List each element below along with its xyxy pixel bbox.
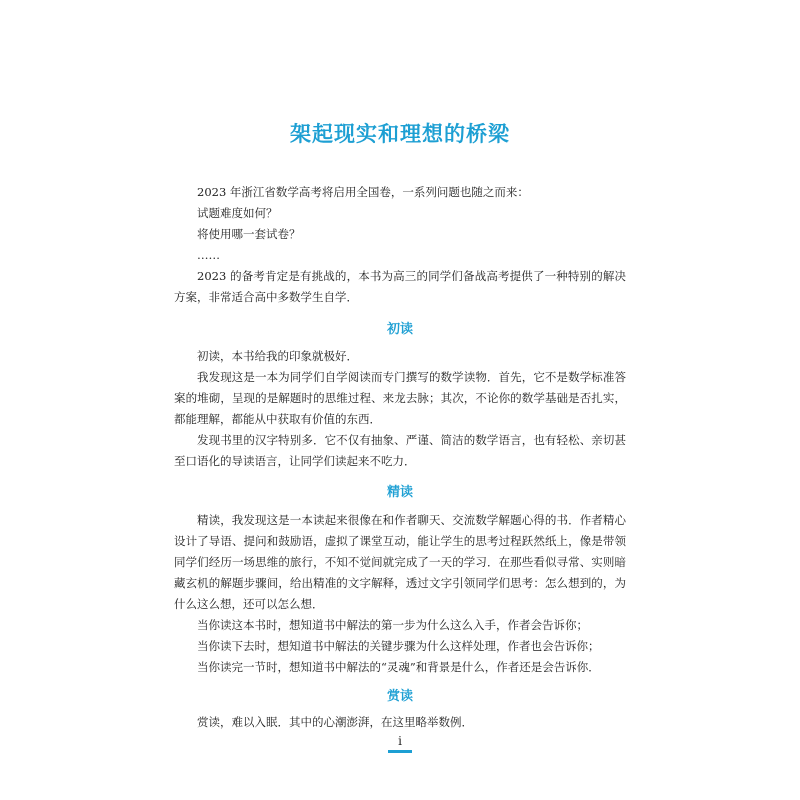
paragraph: 发现书里的汉字特别多．它不仅有抽象、严谨、简洁的数学语言，也有轻松、亲切甚至口语化的导读语言，让同学们读起来不吃力． [174, 433, 626, 468]
paragraph: 当你读这本书时，想知道书中解法的第一步为什么这么入手，作者会告诉你； [197, 618, 588, 632]
section-heading-close-read: 精读 [386, 485, 413, 500]
paragraph: 赏读，难以入眠．其中的心潮澎湃，在这里略举数例． [197, 715, 473, 729]
intro-line: 2023 年浙江省数学高考将启用全国卷，一系列问题也随之而来： [197, 185, 529, 199]
section-heading-first-read: 初读 [386, 322, 413, 337]
paragraph: 初读，本书给我的印象就极好． [197, 349, 358, 363]
page-title: 架起现实和理想的桥梁 [290, 122, 510, 146]
intro-line: 试题难度如何？ [197, 206, 278, 220]
section-close-read-body [174, 510, 626, 678]
section-appreciation-body [174, 712, 626, 733]
intro-line: 将使用哪一套试卷？ [197, 227, 301, 241]
paragraph: 我发现这是一本为同学们自学阅读而专门撰写的数学读物．首先，它不是数学标准答案的堆砌，呈现的是解题时的思维过程、来龙去脉；其次，不论你的数学基础是否扎实，都能理解，都能从中获取有价值的东西． [174, 370, 626, 426]
intro-paragraph: 2023 的备考肯定是有挑战的，本书为高三的同学们备战高考提供了一种特别的解决方案，非常适合高中多数学生自学． [174, 269, 626, 304]
page-number: i [398, 734, 402, 748]
page-number-underline [388, 750, 412, 753]
paragraph: 当你读完一节时，想知道书中解法的“灵魂”和背景是什么，作者还是会告诉你． [197, 660, 600, 674]
paragraph: 精读，我发现这是一本读起来很像在和作者聊天、交流数学解题心得的书．作者精心设计了导语、提问和鼓励语，虚拟了课堂互动，能让学生的思考过程跃然纸上，像是带领同学们经历一场思维的旅行，不知不觉间就完成了一天的学习．在那些看似寻常、实则暗藏玄机的解题步骤间，给出精准的文字解释，透过文字引领同学们思考：怎么想到的，为什么这么想，还可以怎么想． [174, 513, 626, 611]
paragraph: 当你读下去时，想知道书中解法的关键步骤为什么这样处理，作者也会告诉你； [197, 639, 600, 653]
intro-block [174, 182, 626, 308]
section-first-read-body [174, 346, 626, 472]
intro-line: …… [197, 248, 220, 262]
section-heading-appreciation: 赏读 [386, 689, 413, 704]
